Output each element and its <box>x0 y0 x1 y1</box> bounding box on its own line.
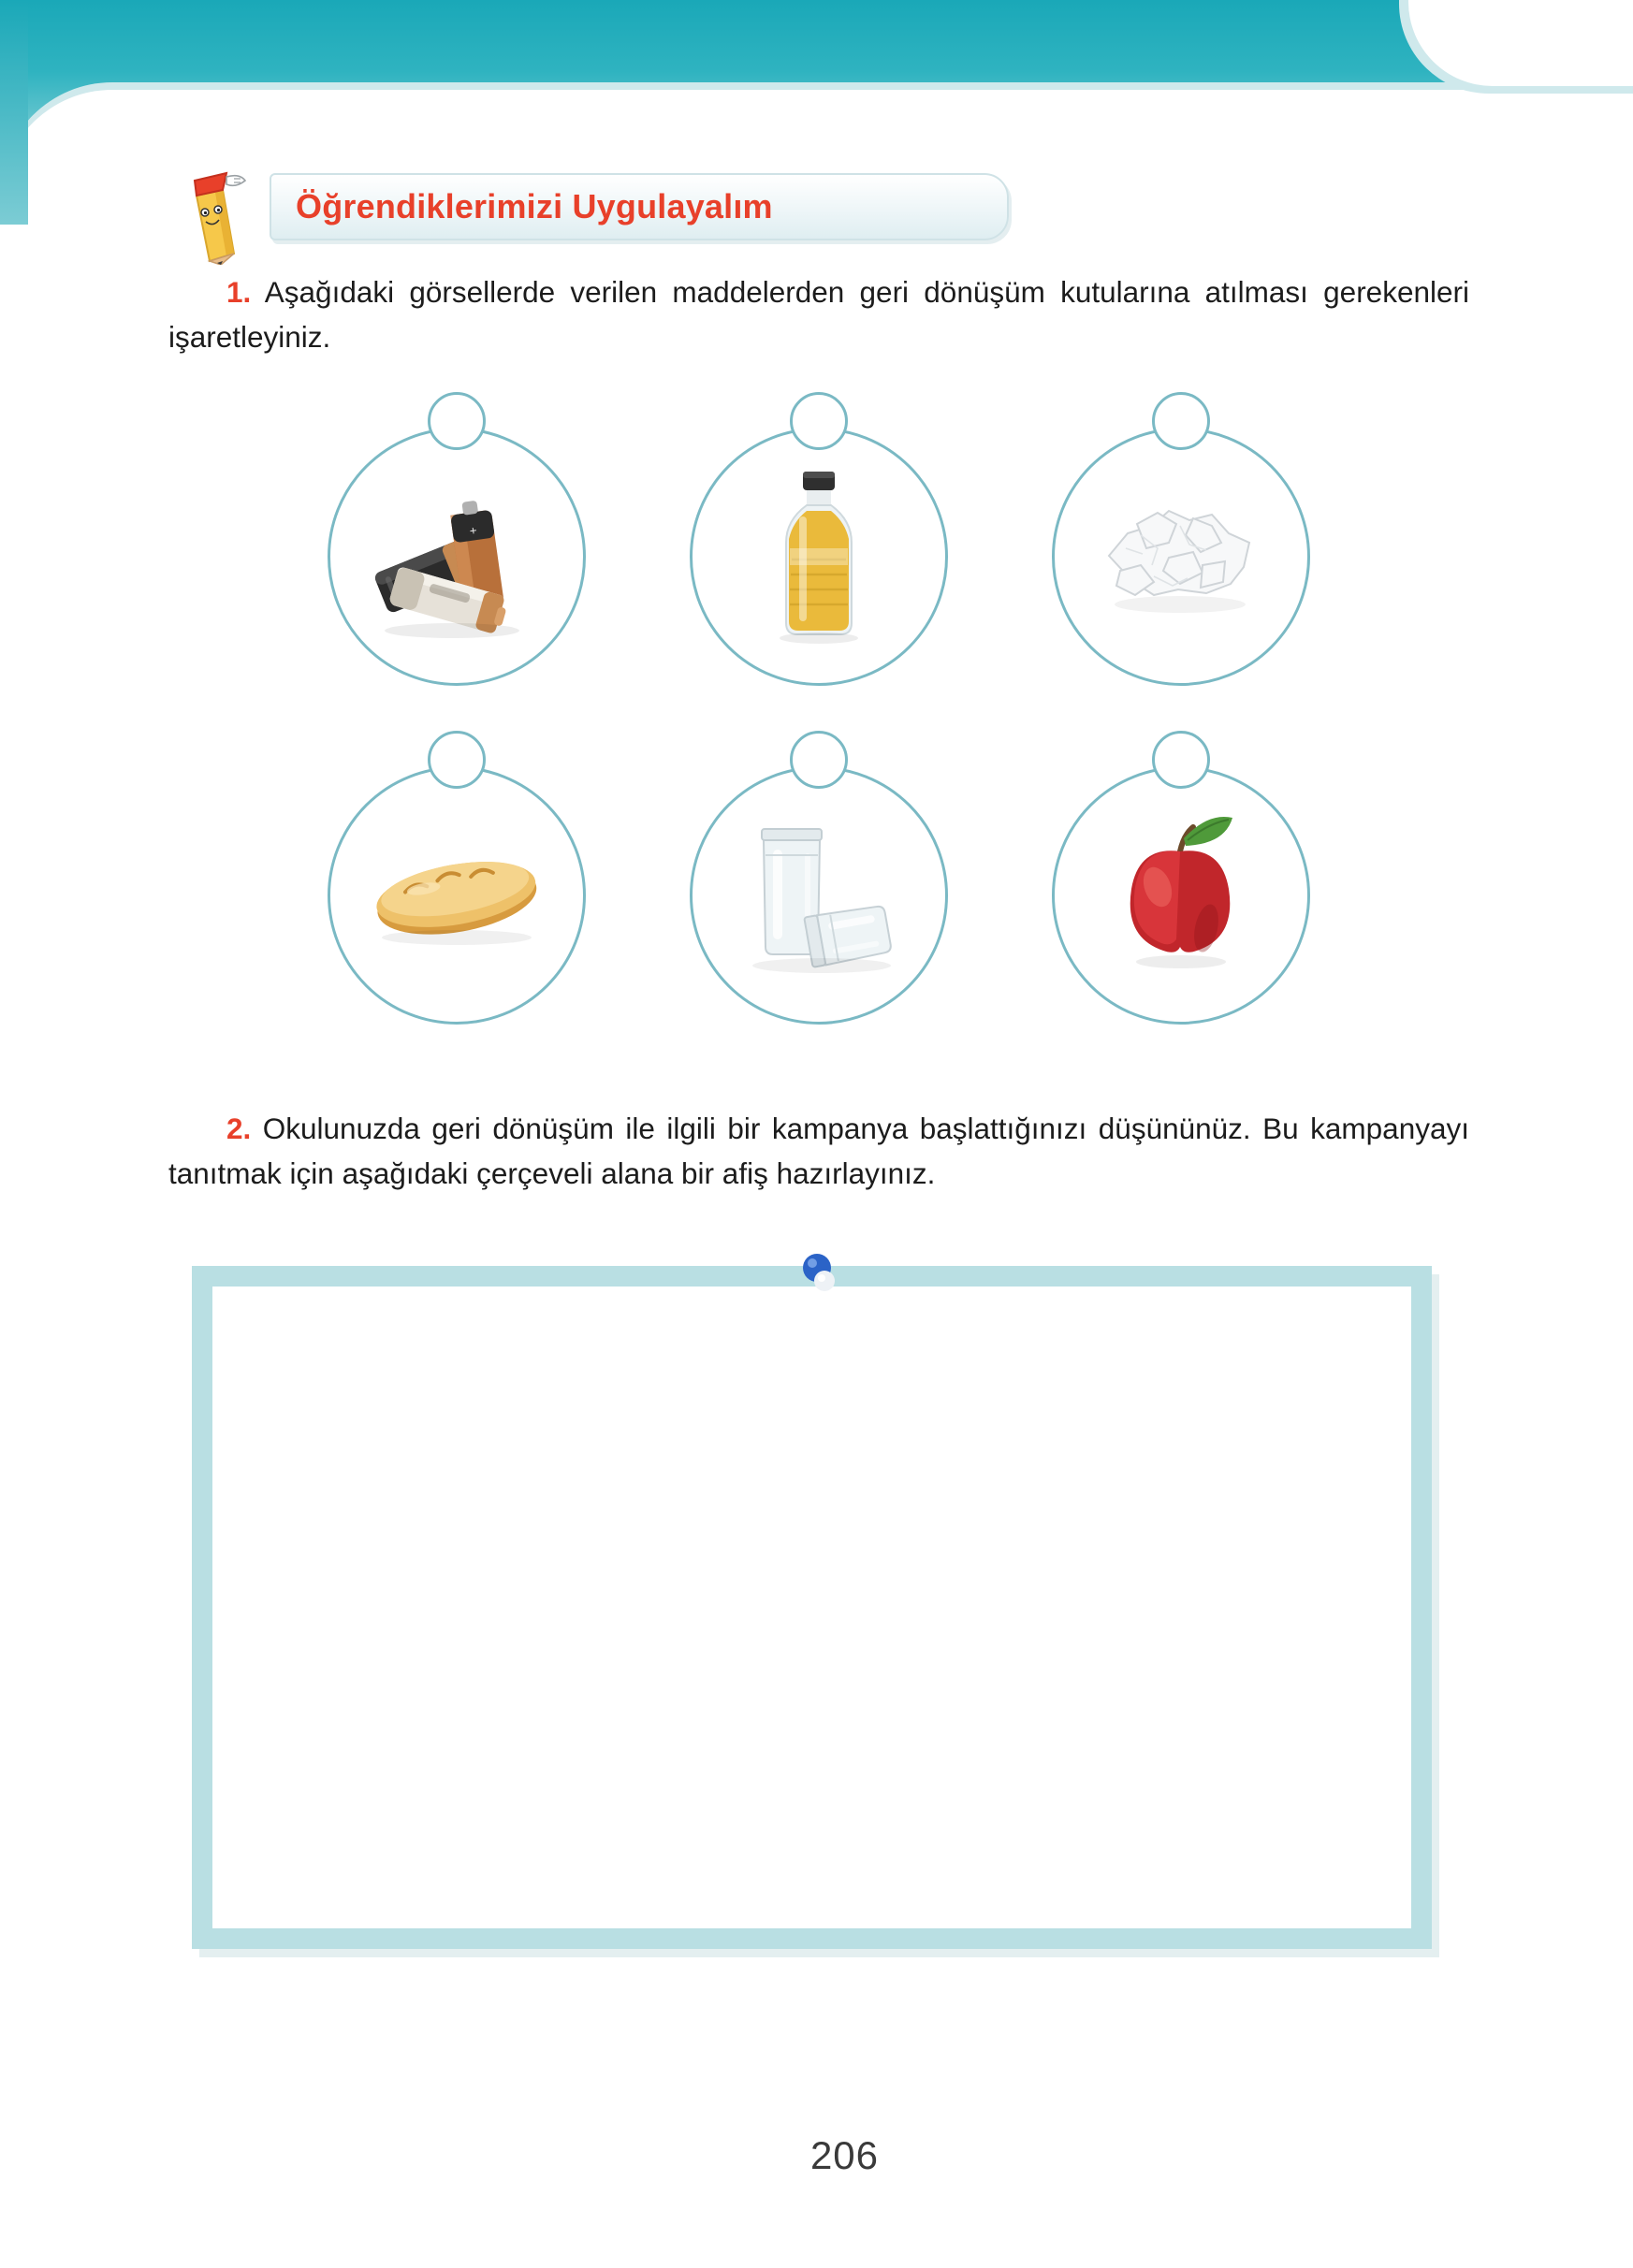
bread-icon <box>358 797 555 994</box>
question-1-text: Aşağıdaki görsellerde verilen maddelerden geri dönüşüm kutularına atılması gerekenleri işaretleyiniz. <box>168 275 1469 354</box>
page-content <box>168 154 1469 1958</box>
image-circle-oil-bottle[interactable] <box>690 428 948 686</box>
item-cell-apple <box>1036 731 1326 1060</box>
image-circle-crumpled-paper[interactable] <box>1052 428 1310 686</box>
crumpled-paper-icon <box>1083 458 1279 655</box>
page-number-value: 206 <box>809 2133 880 2177</box>
battery-icon <box>358 458 555 655</box>
page-number <box>0 2133 1633 2178</box>
heading-banner <box>270 173 1009 240</box>
checkbox-circle-apple[interactable] <box>1152 731 1210 789</box>
image-circle-apple[interactable] <box>1052 766 1310 1025</box>
question-1-number: 1. <box>226 275 252 309</box>
image-circle-bread[interactable] <box>328 766 586 1025</box>
checkbox-circle-batteries[interactable] <box>428 392 486 450</box>
checkbox-circle-glass-jars[interactable] <box>790 731 848 789</box>
push-pin-icon <box>791 1247 849 1305</box>
pencil-mascot-icon <box>168 164 255 265</box>
item-cell-glass-jars <box>674 731 964 1060</box>
apple-icon <box>1083 797 1279 994</box>
left-edge-strip <box>0 0 28 225</box>
question-2 <box>168 1107 1469 1197</box>
heading-title: Öğrendiklerimizi Uygulayalım <box>296 187 773 225</box>
svg-text:+: + <box>469 522 478 538</box>
band-curve-white <box>0 90 1633 159</box>
question-1 <box>168 270 1469 360</box>
item-cell-bread <box>312 731 602 1060</box>
item-cell-batteries <box>312 392 602 721</box>
section-heading <box>168 154 1469 257</box>
glass-jar-icon <box>721 797 917 994</box>
plastic-bottle-icon <box>721 458 917 655</box>
poster-frame-wrapper <box>192 1247 1446 1958</box>
image-circle-glass-jars[interactable] <box>690 766 948 1025</box>
checkbox-circle-crumpled-paper[interactable] <box>1152 392 1210 450</box>
decorative-top-band <box>0 0 1633 159</box>
image-circle-batteries[interactable] <box>328 428 586 686</box>
item-circle-grid <box>276 392 1362 1060</box>
question-2-number: 2. <box>226 1111 252 1145</box>
checkbox-circle-oil-bottle[interactable] <box>790 392 848 450</box>
item-cell-oil-bottle <box>674 392 964 721</box>
checkbox-circle-bread[interactable] <box>428 731 486 789</box>
question-2-text: Okulunuzda geri dönüşüm ile ilgili bir kampanya başlattığınızı düşününüz. Bu kampanyayı tanıtmak için aşağıdaki çerçeveli alana bir afiş hazırlayınız. <box>168 1111 1469 1190</box>
poster-drawing-area[interactable] <box>192 1266 1432 1949</box>
item-cell-crumpled-paper <box>1036 392 1326 721</box>
